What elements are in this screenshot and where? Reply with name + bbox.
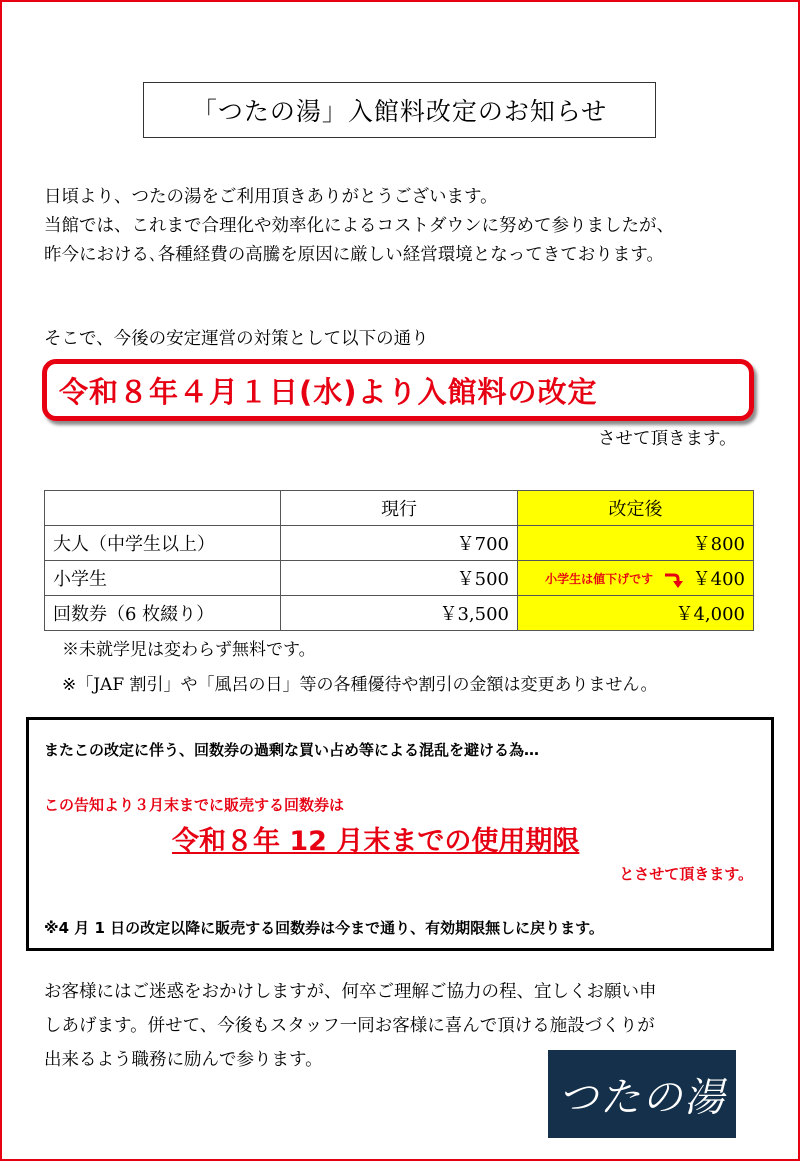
banner-suffix: させて頂きます。 <box>598 429 737 449</box>
closing-line: しあげます。併せて、今後もスタッフ一同お客様に喜んで頂ける施設づくりが <box>44 1016 655 1036</box>
table-row <box>45 596 754 631</box>
row-new-price: ￥400 <box>692 569 745 590</box>
coupon-expiry-headline: 令和８年 12 月末までの使用期限 <box>172 826 580 857</box>
coupon-notice-intro: またこの改定に伴う、回数券の過剰な買い占め等による混乱を避ける為… <box>44 741 540 759</box>
row-label: 大人（中学生以上） <box>45 526 281 561</box>
intro-paragraph <box>44 183 674 270</box>
header-cell-current: 現行 <box>281 491 518 526</box>
lead-text: そこで、今後の安定運営の対策として以下の通り <box>44 329 429 349</box>
coupon-notice-scope: この告知より３月末までに販売する回数券は <box>44 796 345 814</box>
table-row <box>45 526 754 561</box>
coupon-notice-footnote: ※4 月 1 日の改定以降に販売する回数券は今まで通り、有効期限無しに戻ります。 <box>44 919 604 937</box>
table-row <box>45 561 754 596</box>
arrow-down-icon <box>663 570 685 590</box>
row-current-price: ￥3,500 <box>281 596 518 631</box>
row-current-price: ￥700 <box>281 526 518 561</box>
page-title: 「つたの湯」入館料改定のお知らせ <box>143 82 656 138</box>
tsutanoyu-logo: つたの湯 <box>548 1050 736 1138</box>
table-notes <box>62 633 658 703</box>
intro-line: 日頃より、つたの湯をご利用頂きありがとうございます。 <box>44 187 498 207</box>
table-header-row <box>45 491 754 526</box>
row-current-price: ￥500 <box>281 561 518 596</box>
row-label: 小学生 <box>45 561 281 596</box>
closing-line: お客様にはご迷惑をおかけしますが、何卒ご理解ご協力の程、宜しくお願い申 <box>44 982 657 1002</box>
row-new-price: ￥4,000 <box>518 596 754 631</box>
row-new-price-cell <box>518 561 754 596</box>
coupon-notice-suffix: とさせて頂きます。 <box>619 865 753 883</box>
price-down-note: 小学生は値下げです <box>545 572 654 586</box>
header-cell-empty <box>45 491 281 526</box>
revision-date-banner: 令和８年４月１日(水)より入館料の改定 <box>42 359 754 421</box>
note-line: ※「JAF 割引」や「風呂の日」等の各種優待や割引の金額は変更ありません。 <box>62 675 658 695</box>
intro-line: 当館では、これまで合理化や効率化によるコストダウンに努めて参りましたが、 <box>44 216 674 236</box>
note-line: ※未就学児は変わらず無料です。 <box>62 640 316 660</box>
coupon-notice-box <box>26 717 774 951</box>
fee-table <box>44 490 754 631</box>
intro-line: 昨今における､各種経費の高騰を原因に厳しい経営環境となってきております。 <box>44 245 664 265</box>
header-cell-new: 改定後 <box>518 491 754 526</box>
row-new-price: ￥800 <box>518 526 754 561</box>
closing-line: 出来るよう職務に励んで参ります。 <box>44 1050 323 1070</box>
row-label: 回数券（6 枚綴り） <box>45 596 281 631</box>
